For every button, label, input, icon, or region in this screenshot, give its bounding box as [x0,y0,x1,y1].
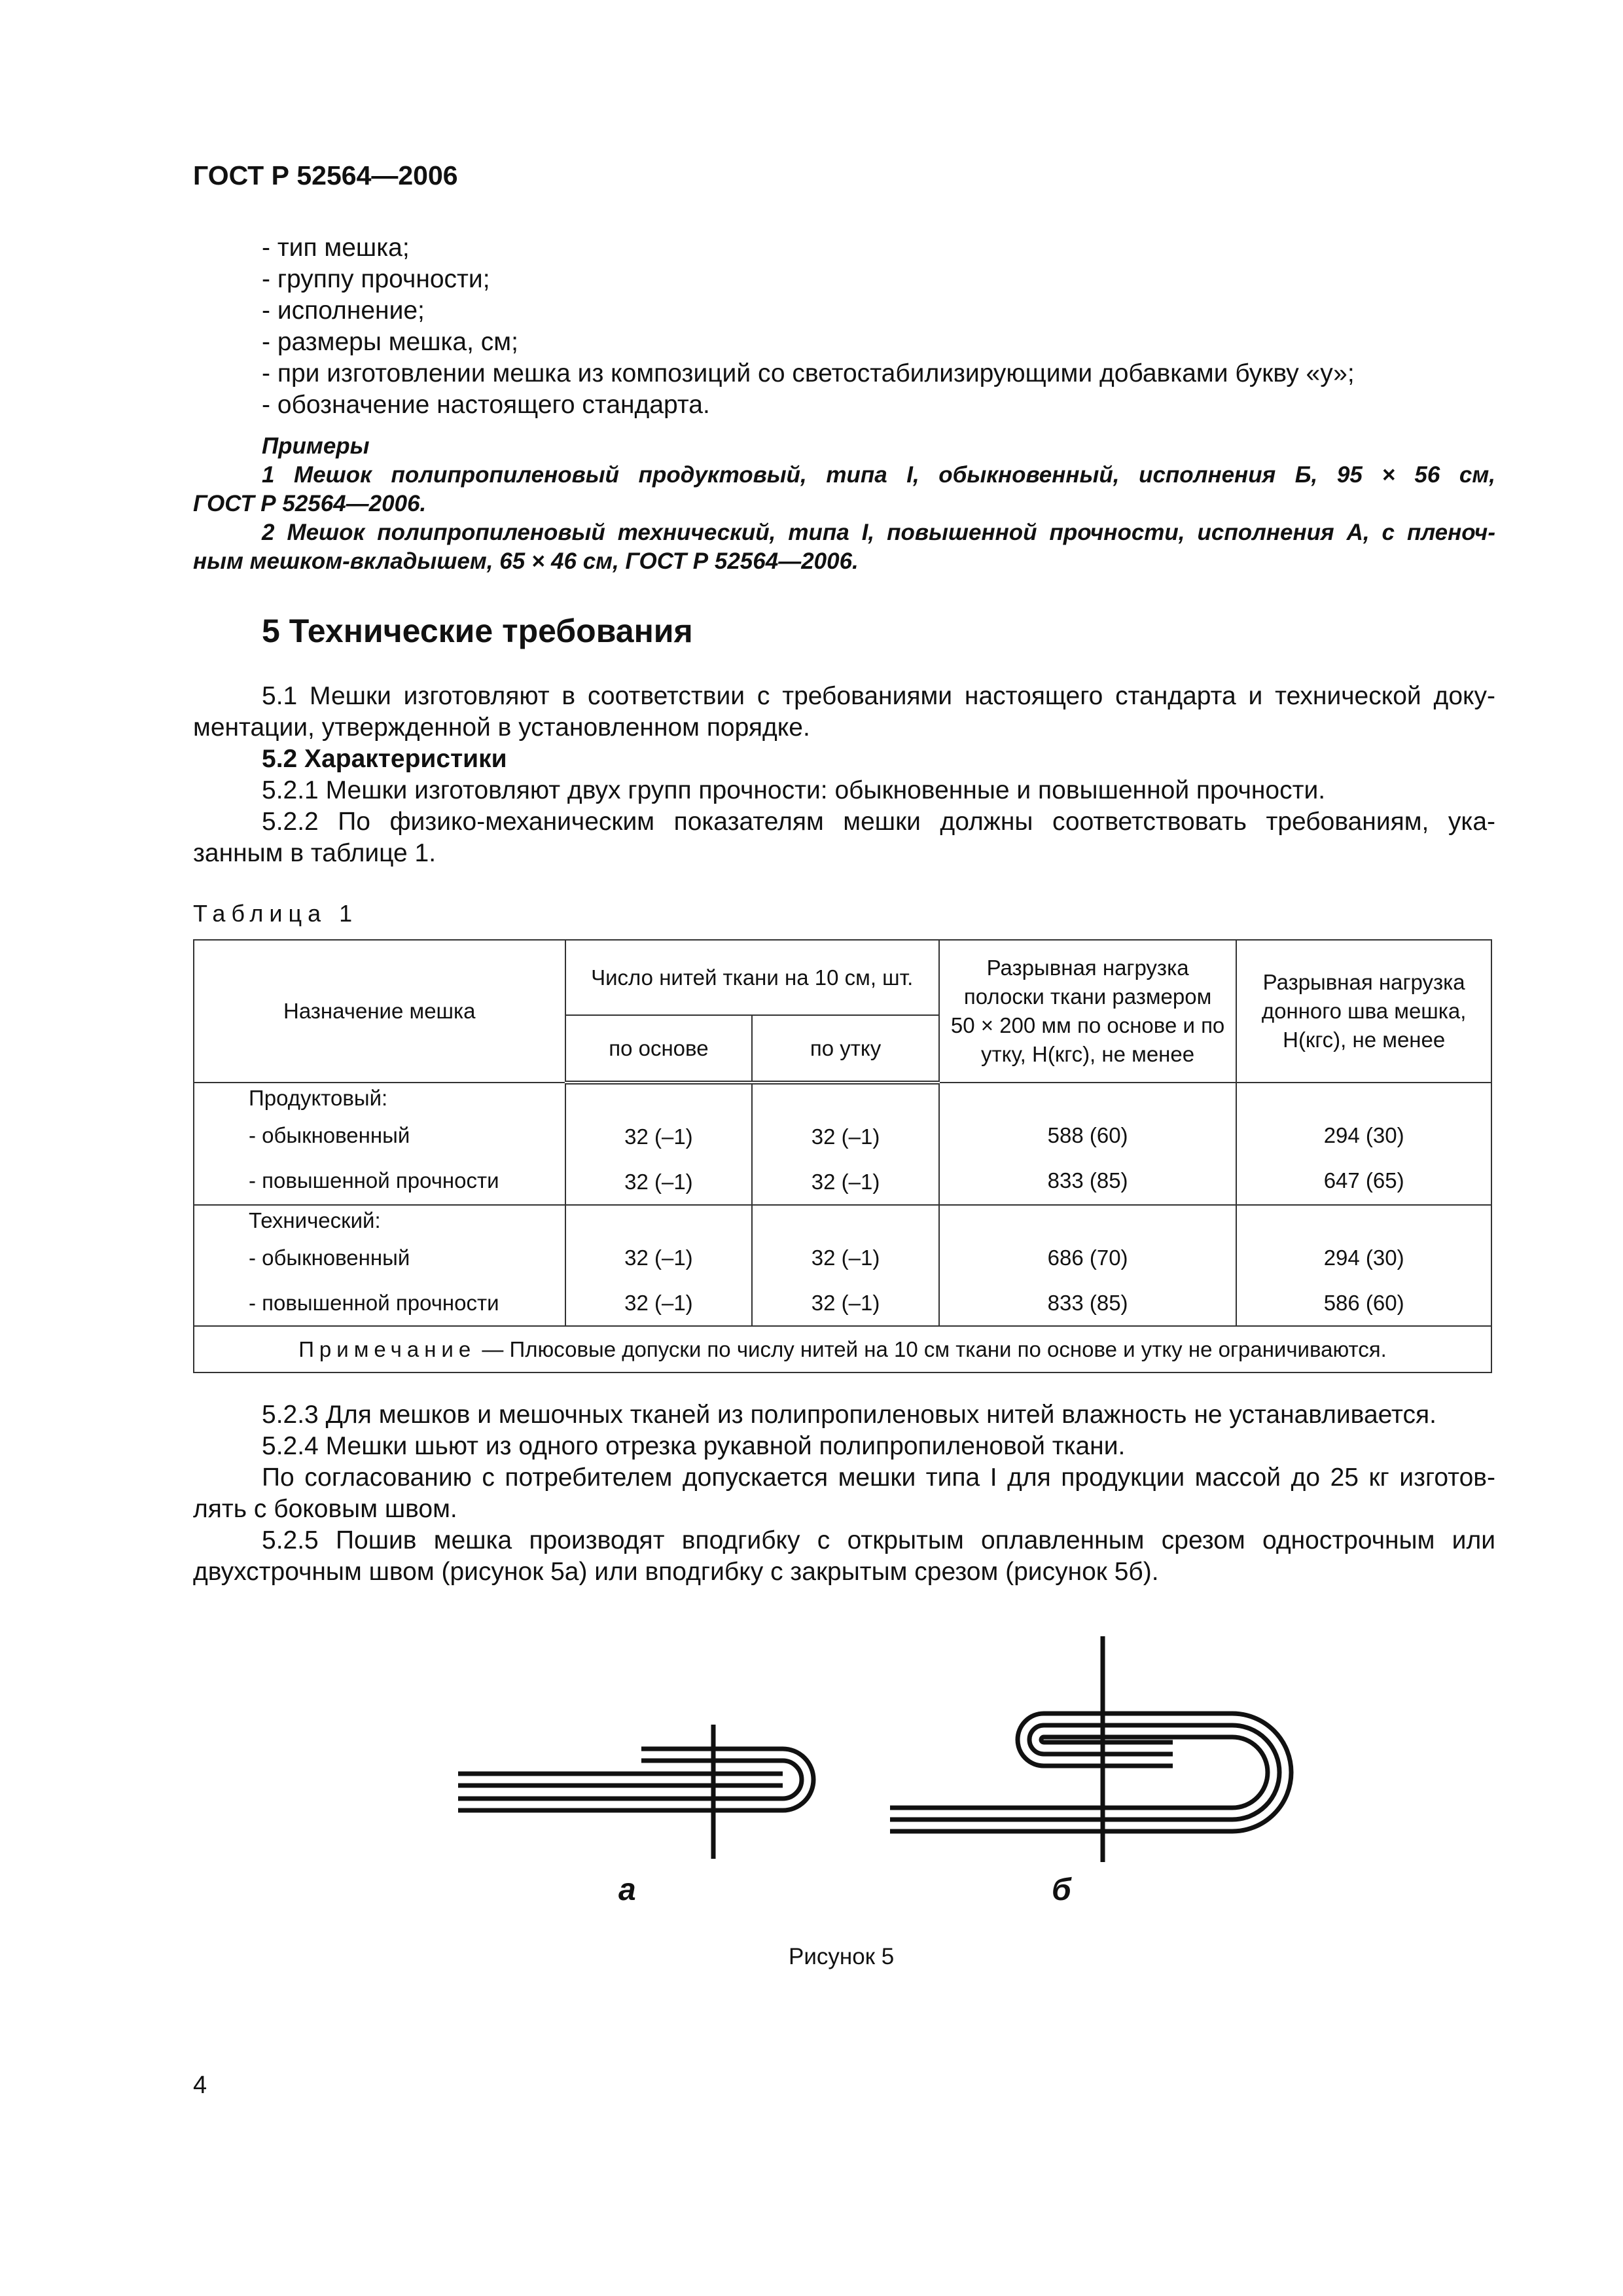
list-item: - тип мешка; [262,234,410,262]
paragraph-5-2-3: 5.2.3 Для мешков и мешочных тканей из полипропиленовых нитей влажность не устанавливается. [262,1401,1436,1429]
warp-cell [565,1205,753,1326]
value: 686 (70) [1047,1246,1128,1270]
header-warp: по основе [565,1015,753,1083]
value: 32 (–1) [624,1170,693,1194]
value: 294 (30) [1323,1123,1404,1147]
row-label: - повышенной прочности [249,1168,499,1193]
header-strip-load-line: утку, Н(кгс), не менее [981,1042,1195,1066]
example-1-line-1: 1 Мешок полипропиленовый продуктовый, типа I, обыкновенный, исполнения Б, 95 × 56 см, [262,462,1495,488]
table-row [194,1205,1491,1326]
header-strip-load-line: Разрывная нагрузка [986,956,1189,980]
group-cell [194,1083,565,1205]
value: 32 (–1) [811,1246,880,1270]
requirements-table [193,939,1492,1373]
section-title: 5 Технические требования [262,613,693,649]
header-purpose: Назначение мешка [194,940,565,1083]
list-item: - обозначение настоящего стандарта. [262,391,710,419]
paragraph-5-1-line-2: ментации, утвержденной в установленном порядке. [193,713,810,742]
list-item: - исполнение; [262,296,425,325]
value: 588 (60) [1047,1123,1128,1147]
paragraph-5-1-line-1: 5.1 Мешки изготовляют в соответствии с требованиями настоящего стандарта и технической доку- [262,682,1495,710]
list-item: - группу прочности; [262,265,490,293]
document-header: ГОСТ Р 52564—2006 [193,160,458,190]
figure-caption: Рисунок 5 [789,1944,895,1969]
examples-title: Примеры [262,433,370,459]
examples-block [193,432,1495,576]
table-note [194,1326,1491,1372]
table-caption: Таблица 1 [193,900,359,927]
value: 32 (–1) [624,1246,693,1270]
heading-5-2: 5.2 Характеристики [262,745,507,773]
header-thread-count: Число нитей ткани на 10 см, шт. [565,940,939,1015]
group-cell [194,1205,565,1326]
row-label: - обыкновенный [249,1123,410,1147]
value: 647 (65) [1323,1168,1404,1193]
list-item: - при изготовлении мешка из композиций со светостабилизирующими добавками букву «у»; [262,359,1355,387]
note-prefix: Примечание [298,1336,476,1361]
header-strip-load-line: 50 × 200 мм по основе и по [950,1013,1225,1037]
paragraph-5-2-4: 5.2.4 Мешки шьют из одного отрезка рукавной полипропиленовой ткани. [262,1432,1126,1460]
value: 294 (30) [1323,1246,1404,1270]
seam-load-cell [1236,1205,1491,1326]
list-item: - размеры мешка, см; [262,328,518,356]
seam-figure [445,1617,1296,1865]
strip-load-cell [939,1205,1237,1326]
strip-load-cell [939,1083,1237,1205]
header-strip-load-line: полоски ткани размером [963,984,1212,1009]
group-name: Технический: [249,1208,381,1232]
page-number: 4 [193,2072,207,2099]
body-text-top [193,681,1495,869]
header-seam-load-line: донного шва мешка, [1261,999,1467,1023]
header-seam-load-line: Н(кгс), не менее [1283,1028,1446,1052]
intro-list [262,232,1355,421]
warp-cell [565,1083,753,1205]
paragraph-5-2-2-line-1: 5.2.2 По физико-механическим показателям мешки должны соответствовать требованиям, ука- [262,808,1495,836]
value: 32 (–1) [811,1170,880,1194]
seam-load-cell [1236,1083,1491,1205]
figure-label-b: б [1052,1873,1071,1907]
weft-cell [752,1205,939,1326]
weft-cell [752,1083,939,1205]
row-label: - обыкновенный [249,1246,410,1270]
row-label: - повышенной прочности [249,1291,499,1315]
paragraph-5-2-1: 5.2.1 Мешки изготовляют двух групп прочности: обыкновенные и повышенной прочности. [262,776,1326,804]
example-2-line-1: 2 Мешок полипропиленовый технический, типа I, повышенной прочности, исполнения А, с пленоч- [262,520,1495,545]
seam-diagram-b [890,1636,1291,1862]
header-seam-load-line: Разрывная нагрузка [1262,970,1465,994]
example-1-line-2: ГОСТ Р 52564—2006. [193,491,427,516]
paragraph-5-2-5-line-1: 5.2.5 Пошив мешка производят вподгибку с открытым оплавленным срезом однострочным или [262,1526,1495,1554]
body-text-bottom [193,1399,1495,1588]
value: 586 (60) [1323,1291,1404,1315]
value: 32 (–1) [811,1124,880,1149]
value: 32 (–1) [811,1291,880,1315]
header-seam-load [1236,940,1491,1083]
value: 32 (–1) [624,1291,693,1315]
figure-label-a: а [618,1873,636,1907]
header-weft: по утку [752,1015,939,1083]
table-row [194,1083,1491,1205]
paragraph-5-2-5-line-2: двухстрочным швом (рисунок 5а) или вподгибку с закрытым срезом (рисунок 5б). [193,1558,1159,1586]
group-name: Продуктовый: [249,1086,388,1110]
header-strip-load [939,940,1237,1083]
seam-diagram-a [458,1725,813,1859]
value: 833 (85) [1047,1291,1128,1315]
paragraph-5-2-4b-line-1: По согласованию с потребителем допускается мешки типа I для продукции массой до 25 кг изготов- [262,1463,1495,1492]
value: 833 (85) [1047,1168,1128,1193]
paragraph-5-2-2-line-2: занным в таблице 1. [193,839,437,867]
note-text: — Плюсовые допуски по числу нитей на 10 см ткани по основе и утку не ограничиваются. [476,1336,1387,1361]
value: 32 (–1) [624,1124,693,1149]
example-2-line-2: ным мешком-вкладышем, 65 × 46 см, ГОСТ Р 52564—2006. [193,548,859,574]
paragraph-5-2-4b-line-2: лять с боковым швом. [193,1495,457,1523]
